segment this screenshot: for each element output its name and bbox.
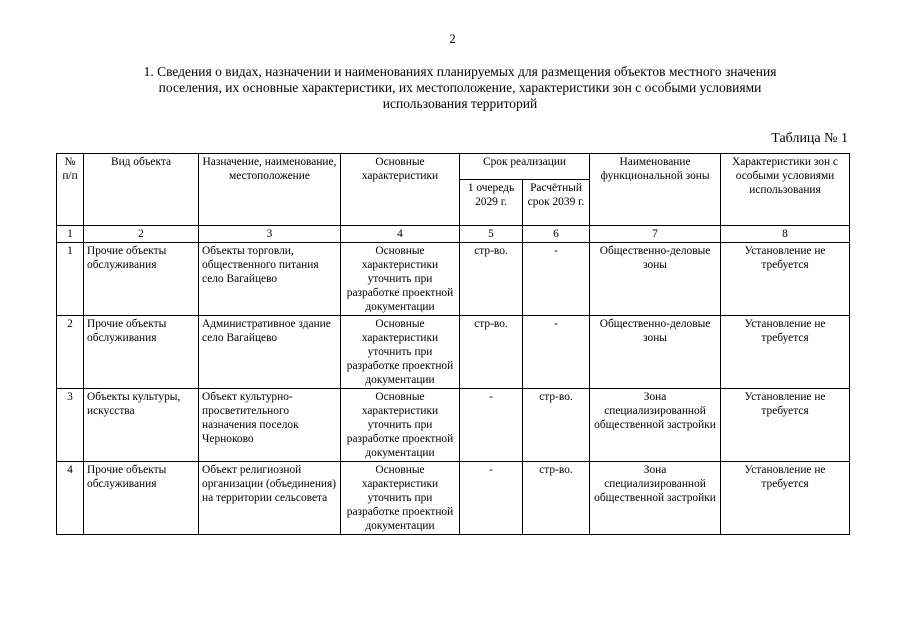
column-number: 6	[523, 226, 590, 243]
column-number: 2	[84, 226, 199, 243]
heading-line-2: поселения, их основные характеристики, их местоположение, характеристики зон с особыми условиями	[158, 80, 762, 95]
header-zone: Наименование функциональной зоны	[590, 154, 721, 226]
header-special: Характеристики зон с особыми условиями использования	[721, 154, 850, 226]
row-special: Установление не требуется	[721, 243, 850, 316]
row-purpose: Административное здание село Вагайцево	[199, 316, 341, 389]
row-term-calc: стр-во.	[523, 462, 590, 535]
column-number: 3	[199, 226, 341, 243]
row-term-first: -	[460, 389, 523, 462]
row-zone: Зона специализированной общественной застройки	[590, 389, 721, 462]
row-num: 1	[57, 243, 84, 316]
table-caption: Таблица № 1	[771, 131, 848, 146]
column-number: 5	[460, 226, 523, 243]
row-term-calc: -	[523, 243, 590, 316]
header-purpose: Назначение, наименование, местоположение	[199, 154, 341, 226]
heading-line-1: 1. Сведения о видах, назначении и наименованиях планируемых для размещения объектов местного значения	[143, 64, 777, 79]
row-special: Установление не требуется	[721, 316, 850, 389]
row-purpose: Объект культурно-просветительного назначения поселок Черноково	[199, 389, 341, 462]
section-heading	[100, 64, 820, 112]
row-type: Прочие объекты обслуживания	[84, 316, 199, 389]
table-row	[57, 462, 850, 535]
row-type: Прочие объекты обслуживания	[84, 243, 199, 316]
row-term-first: -	[460, 462, 523, 535]
row-term-first: стр-во.	[460, 243, 523, 316]
row-zone: Общественно-деловые зоны	[590, 243, 721, 316]
column-number: 7	[590, 226, 721, 243]
column-number: 8	[721, 226, 850, 243]
row-term-calc: стр-во.	[523, 389, 590, 462]
column-number-row	[57, 226, 850, 243]
table-row	[57, 243, 850, 316]
row-purpose: Объекты торговли, общественного питания село Вагайцево	[199, 243, 341, 316]
row-special: Установление не требуется	[721, 389, 850, 462]
table-row	[57, 389, 850, 462]
header-characteristics: Основные характеристики	[341, 154, 460, 226]
header-term: Срок реализации	[460, 154, 590, 180]
row-zone: Зона специализированной общественной застройки	[590, 462, 721, 535]
row-characteristics: Основные характеристики уточнить при разработке проектной документации	[341, 316, 460, 389]
column-number: 4	[341, 226, 460, 243]
row-type: Объекты культуры, искусства	[84, 389, 199, 462]
header-num: № п/п	[57, 154, 84, 226]
row-num: 4	[57, 462, 84, 535]
header-term-first: 1 очередь 2029 г.	[460, 180, 523, 226]
row-num: 3	[57, 389, 84, 462]
row-characteristics: Основные характеристики уточнить при разработке проектной документации	[341, 462, 460, 535]
row-purpose: Объект религиозной организации (объединения) на территории сельсовета	[199, 462, 341, 535]
heading-number: 1.	[143, 64, 154, 79]
row-characteristics: Основные характеристики уточнить при разработке проектной документации	[341, 243, 460, 316]
header-type: Вид объекта	[84, 154, 199, 226]
row-zone: Общественно-деловые зоны	[590, 316, 721, 389]
objects-table	[56, 153, 850, 535]
row-characteristics: Основные характеристики уточнить при разработке проектной документации	[341, 389, 460, 462]
row-term-calc: -	[523, 316, 590, 389]
heading-line-3: использования территорий	[382, 96, 538, 111]
row-term-first: стр-во.	[460, 316, 523, 389]
row-special: Установление не требуется	[721, 462, 850, 535]
page-number: 2	[449, 31, 456, 46]
table-row	[57, 316, 850, 389]
header-term-calc: Расчётный срок 2039 г.	[523, 180, 590, 226]
row-num: 2	[57, 316, 84, 389]
row-type: Прочие объекты обслуживания	[84, 462, 199, 535]
column-number: 1	[57, 226, 84, 243]
